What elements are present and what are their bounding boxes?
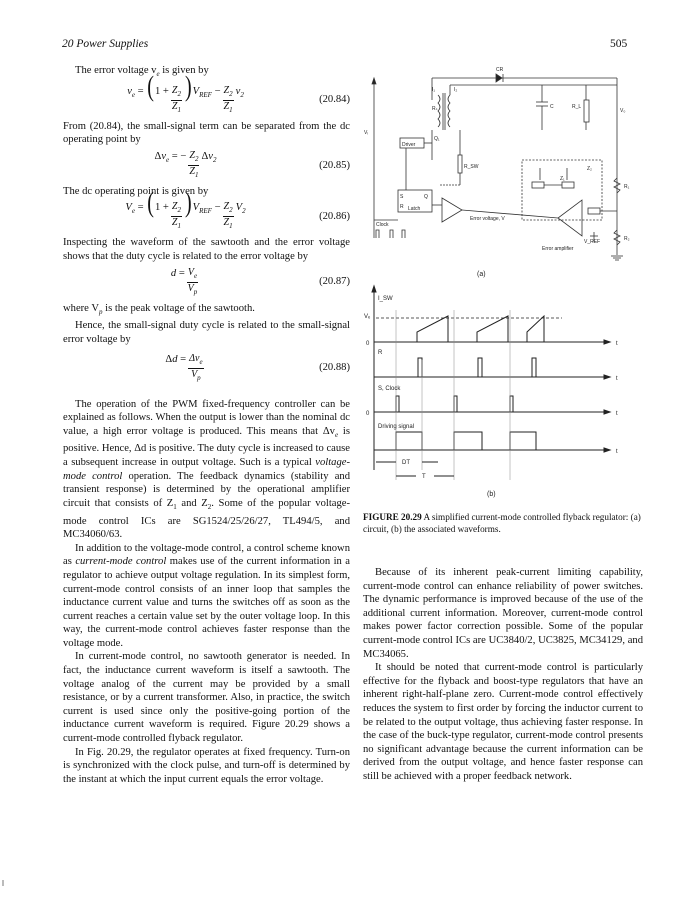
equation-20-84: $v_e$ = ( 1 + $\frac{Z_2}{Z_1}$ ) $V_{REF}$ − $\frac{Z_2}{Z_1}$ $v_2$ (20.84) <box>127 71 350 114</box>
label-vref: V_REF <box>584 239 601 245</box>
text: operation. The feedback dynamics (stability and transient response) is determined by the operational amplifier circuit that consists of Z <box>63 470 351 509</box>
subscript: p <box>99 307 103 316</box>
emphasis: voltage-mode control <box>63 457 350 482</box>
label-r: R <box>400 204 404 210</box>
wave-label-r: R <box>378 350 383 356</box>
label-q1: Q₁ <box>434 136 440 142</box>
equation-number: (20.85) <box>319 159 350 171</box>
paragraph: Hence, the small-signal duty cycle is related to the small-signal error voltage by <box>63 320 350 345</box>
label-error-voltage: Error voltage, V <box>470 216 505 222</box>
paragraph: From (20.84), the small-signal term can be separated from the dc operating point by <box>63 120 350 146</box>
label-clock: Clock <box>376 222 389 228</box>
label-r1: R₁ <box>624 184 630 190</box>
text: makes use of the current information in a regulator to achieve output voltage regulation. In its simplest form, current-mode control consists of an inner loop that samples the inductance current value and turns the switches off as soon as the current reaches a certain value set by the outer voltage loop. In this way, the current-mode control achieves faster response than the voltage mode. <box>63 556 351 649</box>
wave-label-t1: t <box>616 341 618 347</box>
equation-number: (20.88) <box>319 362 350 374</box>
label-rsw: R_SW <box>464 164 479 170</box>
text: is the peak voltage of the sawtooth. <box>102 302 255 314</box>
label-vi: Vᵢ <box>364 130 369 136</box>
text: and Z <box>176 497 208 509</box>
subscript: e <box>156 70 160 79</box>
paragraph <box>63 542 350 651</box>
equation-20-87: d = $\frac{V_e}{V_p}$ (20.87) <box>170 266 350 296</box>
wave-label-s-clock: S, Clock <box>378 386 401 392</box>
label-s: S <box>400 194 404 200</box>
left-column <box>63 64 350 786</box>
wave-label-t-period: T <box>422 474 426 480</box>
right-column <box>363 566 643 784</box>
label-a: (a) <box>477 271 486 278</box>
wave-label-t2: t <box>616 376 618 382</box>
wave-label-driving-signal: Driving signal <box>378 424 415 430</box>
label-vo: V₀ <box>620 108 626 114</box>
label-error-amplifier: Error amplifier <box>542 246 574 252</box>
figure-svg <box>362 60 632 500</box>
equation-20-86: $V_e$ = ( 1 + $\frac{Z_2}{Z_1}$ ) $V_{REF}$ − $\frac{Z_2}{Z_1}$ $V_2$ (20.86) <box>125 188 350 231</box>
paragraph <box>63 64 350 82</box>
page-number: 505 <box>610 38 628 50</box>
equation-number: (20.84) <box>319 94 350 106</box>
text: The error voltage v <box>75 65 157 76</box>
text: The operation of the PWM fixed-frequency controller can be explained as follows. When the output is lower than the nominal dc value, a high error voltage is produced. This means that Δv <box>63 398 350 437</box>
figure-caption <box>363 511 643 535</box>
label-r2: R₂ <box>624 236 630 242</box>
caption-text: A simplified current-mode controlled flyback regulator: (a) circuit, (b) the associated waveforms. <box>363 512 641 534</box>
text: is positive. Hence, Δd is positive. The duty cycle is increased to cause a subsequent increase in output voltage. Such is a typical <box>63 425 350 469</box>
wave-label-dt: DT <box>402 460 410 466</box>
paragraph: The dc operating point is given by <box>63 185 209 197</box>
paragraph: The operation of the PWM fixed-frequency controller can be explained as follows. When the output is lower than the nominal dc value, a high error voltage is produced. This means that $\Delta v_e$ is positive. Hence, Δd is positive. The duty cycle is increased to cause a subsequent increase in output voltage. Such is a typical voltage-mode control operation. The feedback dynamics (stability and transient response) is determined by the operational amplifier circuit that consists of $Z_1$ and $Z_2$. Some of the popular voltage-mode control ICs are SG1524/25/26/27, TL494/5, and MC34060/63. <box>63 398 351 541</box>
equation-number: (20.86) <box>319 211 350 223</box>
label-z2: Z₂ <box>587 166 592 172</box>
equation-20-85: Δ $v_e$ = − $\frac{Z_2}{Z_1}$ Δ $v_2$ (20.85) <box>154 149 350 179</box>
label-rl: R_L <box>572 104 582 110</box>
label-b: (b) <box>487 491 496 498</box>
running-header: 20 Power Supplies <box>62 38 149 50</box>
label-i1: I₁ <box>432 87 436 93</box>
wave-label-t4: t <box>616 449 618 455</box>
wave-label-zero2: 0 <box>366 411 370 417</box>
paragraph: In Fig. 20.29, the regulator operates at fixed frequency. Turn-on is synchronized with the clock pulse, and turn-off is determined by the instant at which the input current equals the error voltage. <box>63 746 350 785</box>
label-latch: Latch <box>408 206 421 212</box>
text: is given by <box>159 65 209 76</box>
label-q: Q <box>424 194 428 200</box>
paragraph: It should be noted that current-mode control is particularly effective for the flyback and boost-type regulators that have an inherent right-half-plane zero. Current-mode control effectively reduces the system to first order by forcing the inductor current to be related to the output voltage, thus achieving faster response. In the case of the buck-type regulator, current-mode control presents no significant advantage because the current information can be derived from the output voltage, and hence faster response can still be achieved with a proper feedback network. <box>363 662 643 782</box>
waveforms <box>372 286 610 480</box>
label-i2: I₂ <box>454 87 458 93</box>
caption-label: FIGURE 20.29 <box>363 512 422 522</box>
emphasis: current-mode control <box>75 556 167 568</box>
paragraph <box>63 302 350 320</box>
text: In addition to the voltage-mode control, a control scheme known as <box>63 542 350 568</box>
paragraph: Inspecting the waveform of the sawtooth and the error voltage shows that the duty cycle is related to the error voltage by <box>63 237 350 263</box>
label-c: C <box>550 104 554 110</box>
text: . Some of the popular voltage-mode control ICs are SG1524/25/26/27, TL494/5, and MC34060/63. <box>63 497 350 541</box>
paragraph: Because of its inherent peak-current limiting capability, current-mode control can enhance reliability of power switches. The dynamic performance is improved because of the use of the additional current information. Moreover, current-mode control makes power factor correction possible. Some of the popular current-mode control ICs are UC3840/2, UC3825, MC34129, and MC34065. <box>363 567 643 660</box>
label-driver: Driver <box>402 142 416 148</box>
wave-label-ve: Vₑ <box>364 314 371 320</box>
scan-mark <box>2 880 4 886</box>
text: where V <box>63 302 99 314</box>
label-cr: CR <box>496 67 504 73</box>
figure-20-29 <box>362 60 632 505</box>
wave-label-isw: I_SW <box>378 296 393 302</box>
wave-label-zero1: 0 <box>366 341 370 347</box>
wave-label-t3: t <box>616 411 618 417</box>
label-rs: Rₛ <box>432 106 438 112</box>
equation-number: (20.87) <box>319 276 350 288</box>
label-z1: Z₁ <box>560 176 565 182</box>
paragraph: In current-mode control, no sawtooth generator is needed. In fact, the inductance current waveform is itself a sawtooth. The voltage analog of the current may be provided by a small resistance, or by a current transformer. Also, in practice, the switch current is used since only the positive-going portion of the inductance current waveform is required. Figure 20.29 shows a current-mode controlled flyback regulator. <box>63 651 350 745</box>
equation-20-88: Δ d = $\frac{\Delta v_e}{V_p}$ (20.88) <box>165 352 350 382</box>
